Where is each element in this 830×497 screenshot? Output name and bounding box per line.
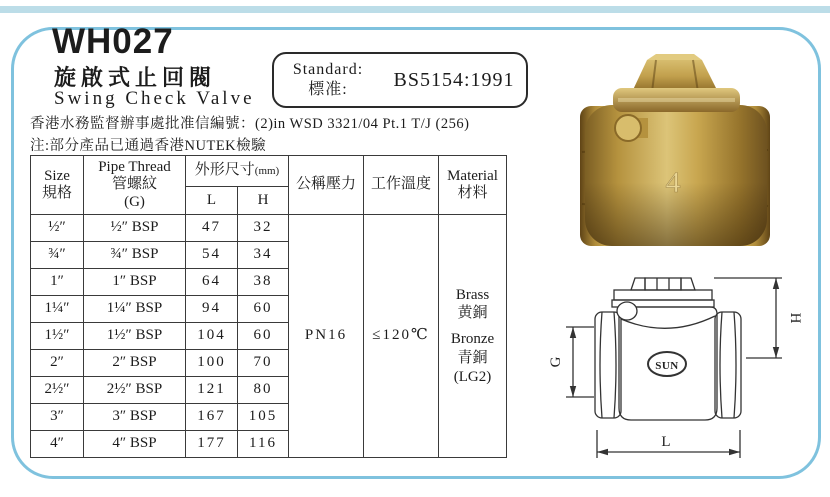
size-cell: ¾″	[31, 242, 84, 269]
header-thread-en: Pipe Thread	[98, 159, 171, 176]
drawing-right-hex	[715, 312, 741, 418]
size-cell: 1¼″	[31, 296, 84, 323]
dim-l-cell: 121	[186, 377, 238, 404]
dim-l-cell: 64	[186, 269, 238, 296]
header-size-zh: 規格	[41, 185, 72, 201]
size-cell: 1½″	[31, 323, 84, 350]
header-pressure: 公稱壓力	[289, 156, 364, 215]
dim-h-cell: 105	[238, 404, 289, 431]
valve-photo	[552, 14, 787, 260]
material-line: 黄銅	[457, 305, 488, 322]
header-material-en: Material	[447, 167, 498, 184]
spec-table	[30, 155, 507, 458]
material-group	[439, 330, 506, 386]
cast-mark: 4	[665, 166, 681, 199]
dimension-g	[548, 327, 594, 397]
dim-l-label: L	[661, 434, 671, 450]
sun-logo-text: SUN	[655, 360, 679, 372]
product-name-en: Swing Check Valve	[54, 88, 255, 109]
size-cell: 1″	[31, 269, 84, 296]
thread-cell: 1¼″ BSP	[84, 296, 186, 323]
header-material	[439, 156, 507, 215]
temperature-cell: ≤120℃	[364, 215, 439, 458]
dim-h-cell: 38	[238, 269, 289, 296]
size-cell: 2½″	[31, 377, 84, 404]
header-dim-h: H	[238, 187, 289, 215]
table-row	[31, 215, 507, 242]
pressure-cell: PN16	[289, 215, 364, 458]
dim-h-cell: 116	[238, 431, 289, 458]
drawing-left-hex	[595, 312, 621, 418]
material-line: Brass	[455, 286, 490, 303]
material-line: 青銅(LG2)	[453, 349, 492, 385]
dim-h-cell: 32	[238, 215, 289, 242]
valve-photo-cap	[613, 54, 740, 112]
dim-h-cell: 34	[238, 242, 289, 269]
dim-h-label: H	[787, 312, 803, 324]
dim-l-cell: 100	[186, 350, 238, 377]
thread-cell: ¾″ BSP	[84, 242, 186, 269]
material-group	[439, 286, 506, 324]
dim-h-cell: 60	[238, 323, 289, 350]
header-temperature: 工作溫度	[364, 156, 439, 215]
spec-table-header	[31, 156, 507, 215]
size-cell: 2″	[31, 350, 84, 377]
dim-l-cell: 177	[186, 431, 238, 458]
header-thread-g: (G)	[124, 193, 145, 210]
thread-cell: ½″ BSP	[84, 215, 186, 242]
header-material-zh: 材料	[457, 185, 488, 201]
dim-l-cell: 94	[186, 296, 238, 323]
valve-drawing	[548, 262, 828, 474]
thread-cell: 1″ BSP	[84, 269, 186, 296]
approval-note: 香港水務監督辦事處批准信編號：(2)in WSD 3321/04 Pt.1 T/J (256)	[30, 116, 470, 132]
header-size	[31, 156, 84, 215]
dim-h-cell: 70	[238, 350, 289, 377]
dimension-h	[714, 278, 803, 358]
standard-labels	[274, 60, 382, 100]
sun-logo	[648, 352, 686, 376]
spec-table-body	[31, 215, 507, 458]
valve-photo-body	[585, 105, 767, 246]
thread-cell: 2″ BSP	[84, 350, 186, 377]
dim-l-cell: 104	[186, 323, 238, 350]
dim-g-label: G	[548, 356, 564, 368]
material-line: Bronze	[450, 331, 495, 348]
size-cell: 4″	[31, 431, 84, 458]
standard-label-en: Standard:	[292, 61, 364, 78]
page-edge-strip	[0, 6, 830, 13]
dim-h-cell: 80	[238, 377, 289, 404]
header-dimensions-zh: 外形尺寸	[194, 162, 255, 179]
header-dimensions-unit: (mm)	[254, 165, 280, 178]
standard-value: BS5154:1991	[393, 68, 515, 91]
thread-cell: 3″ BSP	[84, 404, 186, 431]
dim-l-cell: 167	[186, 404, 238, 431]
header-dim-l: L	[186, 187, 238, 215]
dim-l-cell: 47	[186, 215, 238, 242]
header-thread-zh: 管螺紋	[111, 176, 157, 193]
dim-l-cell: 54	[186, 242, 238, 269]
thread-cell: 2½″ BSP	[84, 377, 186, 404]
size-cell: ½″	[31, 215, 84, 242]
thread-cell: 4″ BSP	[84, 431, 186, 458]
product-name-zh: 旋啟式止回閥	[54, 65, 217, 90]
dimension-l	[597, 430, 740, 458]
product-model: WH027	[52, 22, 174, 61]
drawing-cap	[612, 278, 714, 320]
material-cell	[439, 215, 507, 458]
thread-cell: 1½″ BSP	[84, 323, 186, 350]
inspection-note: 注:部分產品已通過香港NUTEK檢驗	[30, 138, 267, 154]
standard-label-zh: 標准:	[308, 81, 348, 98]
header-dimensions	[186, 156, 289, 187]
header-size-en: Size	[44, 167, 70, 184]
standard-box	[272, 52, 528, 108]
size-cell: 3″	[31, 404, 84, 431]
header-thread	[84, 156, 186, 215]
valve-photo-shoulder-bolt	[615, 115, 648, 141]
dim-h-cell: 60	[238, 296, 289, 323]
